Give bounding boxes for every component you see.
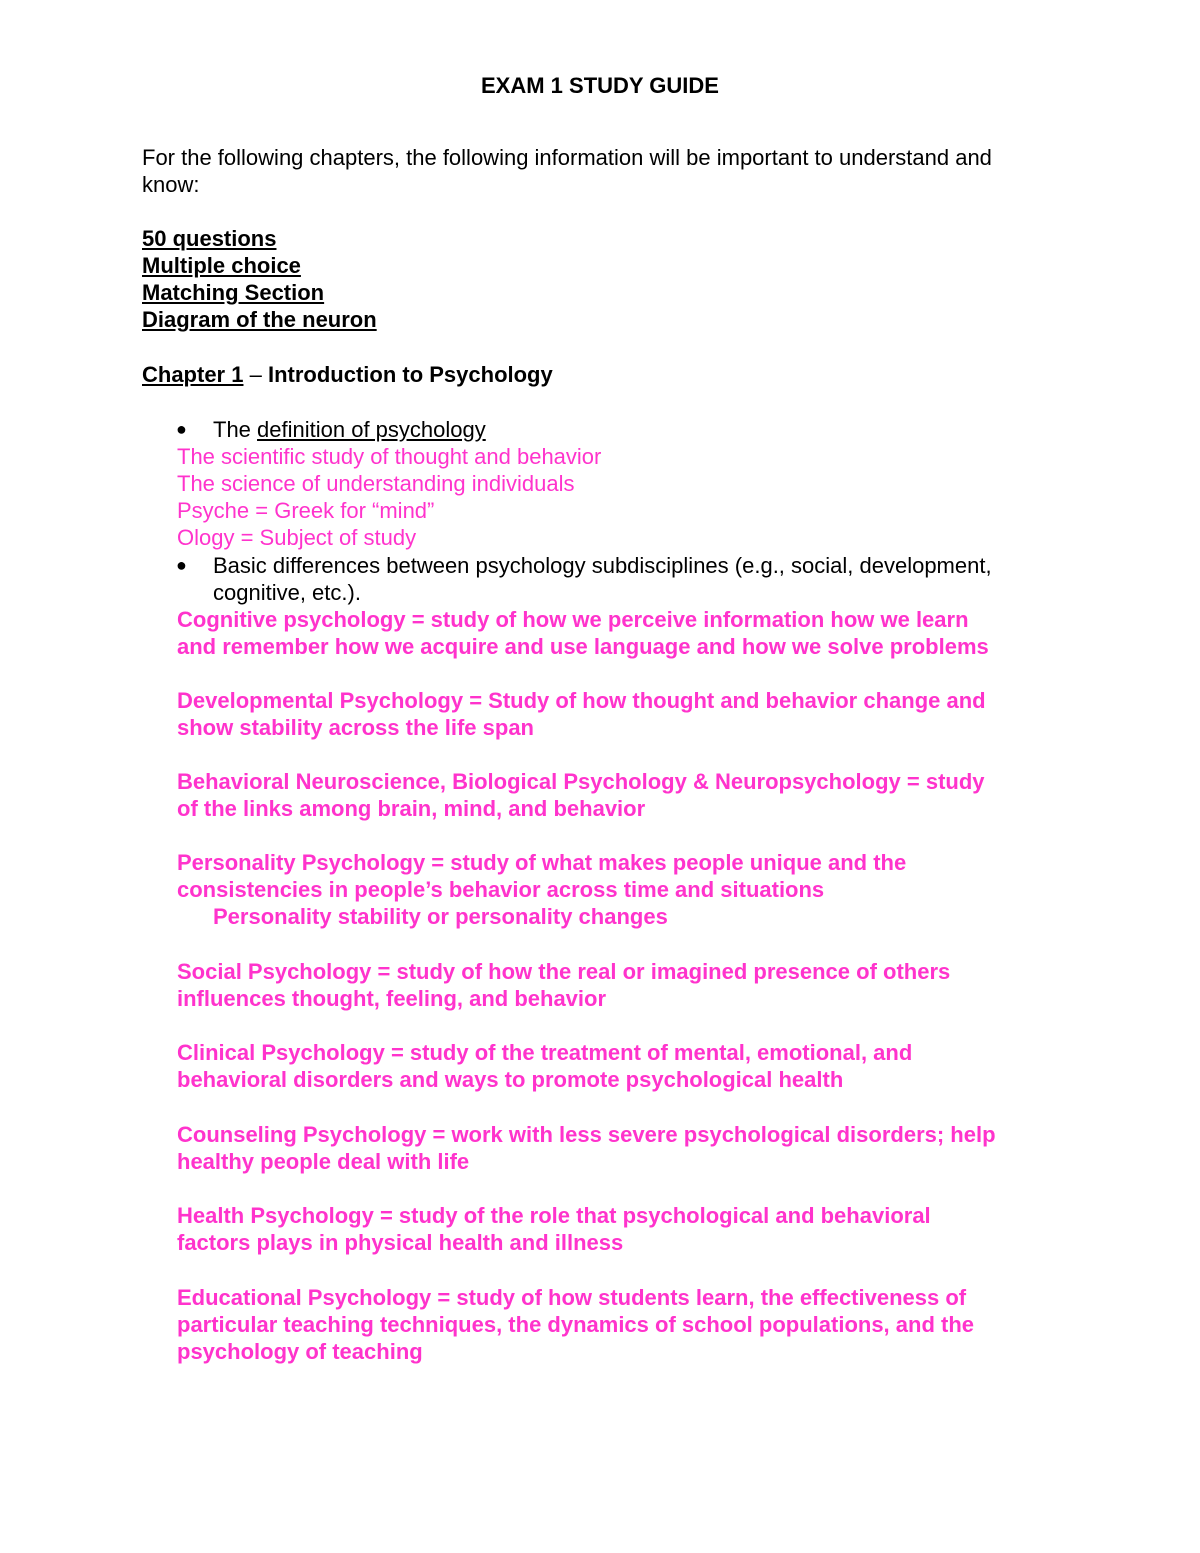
clinical-psychology-line: Clinical Psychology = study of the treatment of mental, emotional, and [177, 1040, 913, 1065]
chapter-name: Introduction to Psychology [267, 362, 553, 387]
chapter-label: Chapter 1 [142, 362, 244, 387]
exam-item-multiple-choice: Multiple choice [142, 253, 301, 278]
definition-line: Psyche = Greek for “mind” [177, 498, 435, 523]
definition-line: Ology = Subject of study [177, 525, 417, 550]
health-psychology-line: factors plays in physical health and illness [177, 1230, 624, 1255]
bullet-definition [213, 416, 486, 443]
definition-line: The science of understanding individuals [177, 471, 575, 496]
bullet-subdisciplines-line-2: cognitive, etc.). [213, 580, 361, 605]
social-psychology-line: Social Psychology = study of how the real or imagined presence of others [177, 959, 951, 984]
chapter-dash: – [243, 362, 268, 387]
clinical-psychology-line: behavioral disorders and ways to promote psychological health [177, 1067, 844, 1092]
intro-line-1: For the following chapters, the following information will be important to understand and [142, 145, 992, 170]
personality-psychology-line: consistencies in people’s behavior across time and situations [177, 877, 825, 902]
developmental-psychology-line: show stability across the life span [177, 715, 534, 740]
chapter-heading [142, 361, 553, 388]
cognitive-psychology-line: Cognitive psychology = study of how we perceive information how we learn [177, 607, 969, 632]
educational-psychology-line: Educational Psychology = study of how students learn, the effectiveness of [177, 1285, 967, 1310]
definition-line: The scientific study of thought and behavior [177, 444, 602, 469]
health-psychology-line: Health Psychology = study of the role that psychological and behavioral [177, 1203, 931, 1228]
developmental-psychology-line: Developmental Psychology = Study of how thought and behavior change and [177, 688, 986, 713]
bullet-definition-term: definition of psychology [257, 417, 486, 442]
exam-item-questions: 50 questions [142, 226, 277, 251]
neuroscience-line: Behavioral Neuroscience, Biological Psychology & Neuropsychology = study [177, 769, 985, 794]
neuroscience-line: of the links among brain, mind, and behavior [177, 796, 646, 821]
bullet-icon: ● [176, 555, 187, 575]
cognitive-psychology-line: and remember how we acquire and use language and how we solve problems [177, 634, 989, 659]
document-title: EXAM 1 STUDY GUIDE [481, 73, 719, 98]
educational-psychology-line: psychology of teaching [177, 1339, 423, 1364]
bullet-definition-prefix: The [213, 417, 258, 442]
bullet-subdisciplines-line-1: Basic differences between psychology subdisciplines (e.g., social, development, [213, 553, 992, 578]
counseling-psychology-line: Counseling Psychology = work with less severe psychological disorders; help [177, 1122, 996, 1147]
exam-item-diagram: Diagram of the neuron [142, 307, 377, 332]
bullet-icon: ● [176, 419, 187, 439]
exam-item-matching: Matching Section [142, 280, 325, 305]
social-psychology-line: influences thought, feeling, and behavior [177, 986, 607, 1011]
counseling-psychology-line: healthy people deal with life [177, 1149, 470, 1174]
personality-psychology-line: Personality stability or personality changes [213, 904, 668, 929]
educational-psychology-line: particular teaching techniques, the dynamics of school populations, and the [177, 1312, 975, 1337]
personality-psychology-line: Personality Psychology = study of what makes people unique and the [177, 850, 907, 875]
intro-line-2: know: [142, 172, 200, 197]
